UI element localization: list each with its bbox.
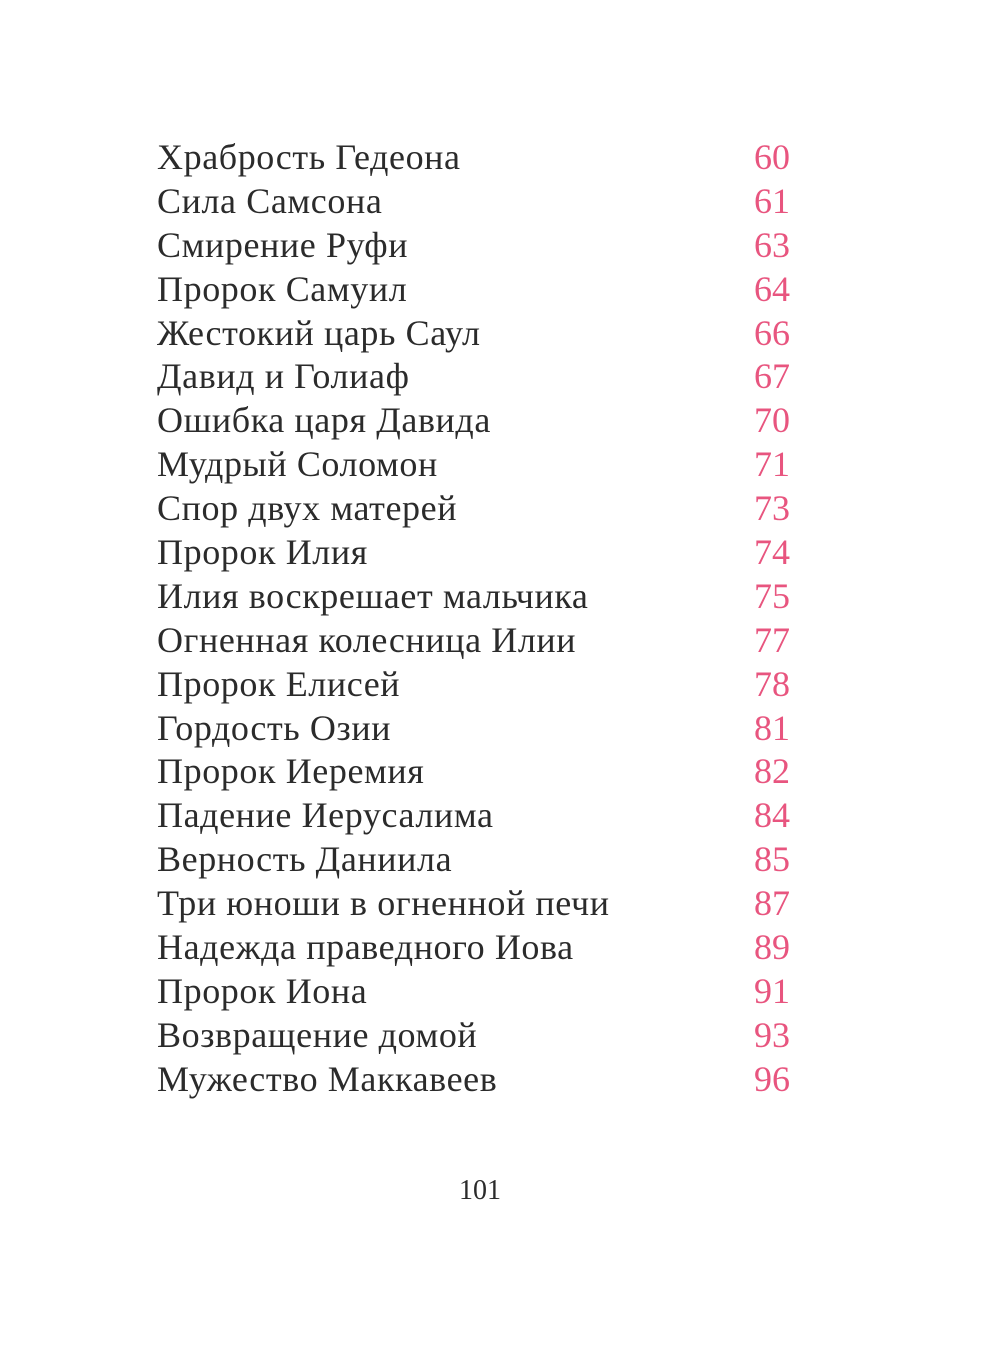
toc-entry-title: Гордость Озии	[157, 707, 392, 748]
toc-entry	[157, 487, 797, 531]
toc-entry-title: Пророк Иона	[157, 970, 368, 1011]
toc-entry	[157, 970, 797, 1014]
toc-entry-page: 60	[754, 137, 790, 177]
toc-entry-page: 84	[754, 795, 790, 836]
toc-entry	[157, 268, 797, 312]
toc-entry-page: 91	[754, 970, 790, 1011]
toc-entry-page: 66	[754, 312, 790, 353]
toc-entry-page: 93	[754, 1014, 790, 1055]
toc-entry-title: Пророк Самуил	[157, 268, 408, 309]
toc-entry-page: 61	[754, 180, 790, 221]
toc-entry-title: Три юноши в огненной печи	[157, 883, 610, 924]
toc-entry-page: 87	[754, 883, 790, 924]
toc-entry-title: Надежда праведного Иова	[157, 927, 574, 968]
toc-entry-page: 75	[754, 575, 790, 616]
toc-entry-page: 78	[754, 663, 790, 704]
toc-entry	[157, 1014, 797, 1058]
toc-entry-title: Смирение Руфи	[157, 224, 409, 265]
toc-entry-page: 64	[754, 268, 790, 309]
toc-entry-title: Пророк Елисей	[157, 663, 401, 704]
toc-entry-page: 96	[754, 1058, 790, 1099]
toc-entry-page: 67	[754, 356, 790, 397]
toc-entry-title: Спор двух матерей	[157, 488, 458, 529]
toc-entry	[157, 1058, 797, 1102]
toc-entry-title: Огненная колесница Илии	[157, 619, 577, 660]
toc-entry	[157, 619, 797, 663]
toc-entry	[157, 399, 797, 443]
toc-entry-title: Илия воскрешает мальчика	[157, 575, 589, 616]
toc-entry	[157, 443, 797, 487]
toc-entry-title: Пророк Илия	[157, 532, 368, 573]
toc-entry-title: Давид и Голиаф	[157, 356, 410, 397]
toc-entry-page: 73	[754, 488, 790, 529]
toc-entry	[157, 663, 797, 707]
toc-entry-title: Мудрый Соломон	[157, 444, 438, 485]
toc-entry-page: 89	[754, 927, 790, 968]
toc-entry	[157, 531, 797, 575]
toc-entry-title: Храбрость Гедеона	[157, 137, 461, 177]
toc-entry	[157, 575, 797, 619]
toc-entry-title: Пророк Иеремия	[157, 751, 425, 792]
toc-entry	[157, 355, 797, 399]
toc-entry	[157, 136, 797, 180]
toc-entry	[157, 882, 797, 926]
toc-entry	[157, 224, 797, 268]
toc-entry-title: Мужество Маккавеев	[157, 1058, 498, 1099]
page-number: 101	[459, 1175, 501, 1206]
toc-entry-page: 82	[754, 751, 790, 792]
toc-entry	[157, 838, 797, 882]
toc-entry-title: Верность Даниила	[157, 839, 453, 880]
toc-entry-title: Жестокий царь Саул	[157, 312, 481, 353]
toc-entry	[157, 926, 797, 970]
toc-entry	[157, 312, 797, 356]
toc-entry-page: 74	[754, 532, 790, 573]
toc-entry-title: Сила Самсона	[157, 180, 383, 221]
toc-entry-page: 70	[754, 400, 790, 441]
toc-entry	[157, 794, 797, 838]
toc-entry-page: 63	[754, 224, 790, 265]
toc-entry-title: Возвращение домой	[157, 1014, 478, 1055]
toc-entry-page: 85	[754, 839, 790, 880]
toc-entry-page: 71	[754, 444, 790, 485]
toc-entry-page: 77	[754, 619, 790, 660]
toc-entry-page: 81	[754, 707, 790, 748]
table-of-contents	[157, 136, 797, 1102]
toc-entry-title: Падение Иерусалима	[157, 795, 494, 836]
toc-entry	[157, 180, 797, 224]
toc-entry	[157, 707, 797, 751]
toc-entry	[157, 750, 797, 794]
toc-entry-title: Ошибка царя Давида	[157, 400, 491, 441]
